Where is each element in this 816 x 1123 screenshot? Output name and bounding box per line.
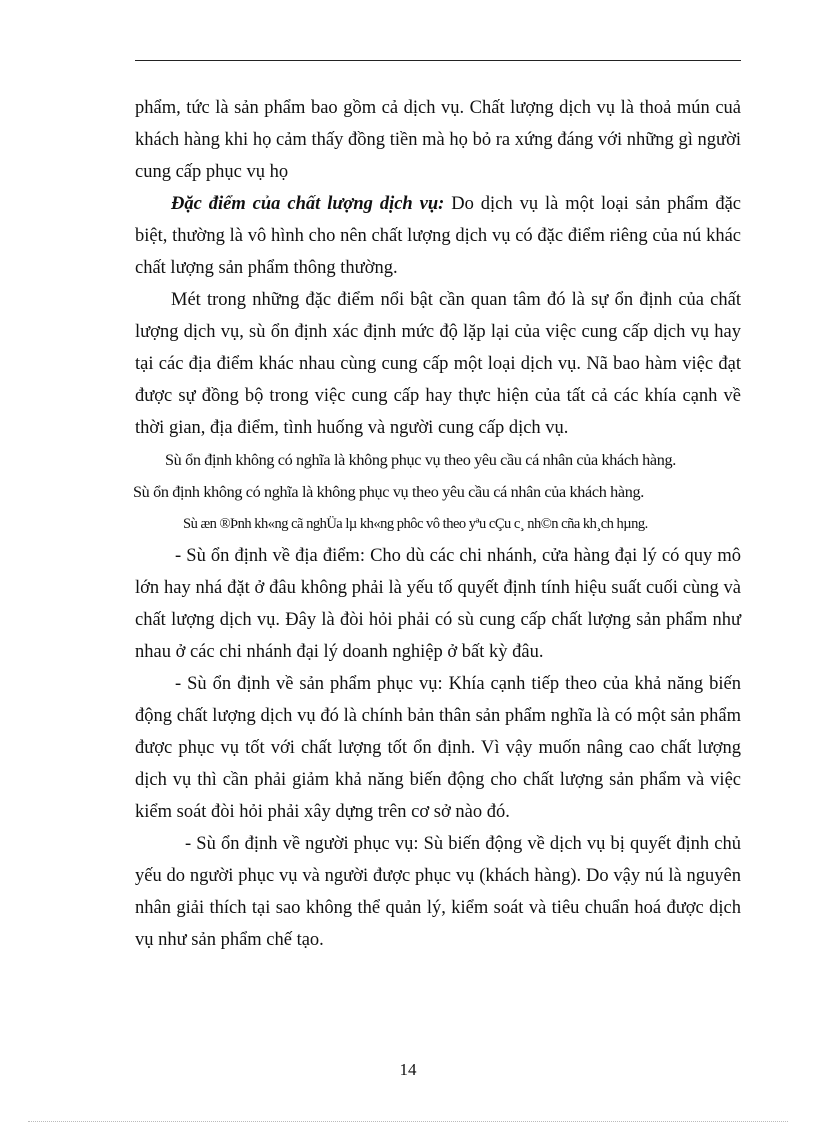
paragraph-2 <box>135 188 741 284</box>
paragraph-9: - Sù ổn định về người phục vụ: Sù biến động về dịch vụ bị quyết định chủ yếu do người phục vụ và người được phục vụ (khách hàng). Do vậy nú là nguyên nhân giải thích tại sao không thể quản lý, kiểm soát và tiêu chuẩn hoá được dịch vụ như sản phẩm chế tạo. <box>135 834 741 950</box>
page-number: 14 <box>399 1060 417 1079</box>
footer-dotted-rule <box>28 1121 788 1122</box>
header-rule <box>135 60 741 61</box>
paragraph-2-text: Do dịch vụ là một loại sản phẩm đặc biệt, thường là vô hình cho nên chất lượng dịch vụ có đặc điểm riêng của nú khác chất lượng sản phẩm thông thường. <box>135 194 741 278</box>
paragraph-8: - Sù ổn định về sản phẩm phục vụ: Khía cạnh tiếp theo của khả năng biến động chất lượng dịch vụ đó là chính bản thân sản phẩm nghĩa là có một sản phẩm được phục vụ tốt với chất lượng tốt ổn định. Vì vậy muốn nâng cao chất lượng dịch vụ thì cần phải giảm khả năng biến động cho chất lượng sản phẩm và việc kiểm soát đòi hỏi phải xây dựng trên cơ sở nào đó. <box>135 674 741 822</box>
paragraph-3: Mét trong những đặc điểm nổi bật cần quan tâm đó là sự ổn định của chất lượng dịch vụ, sù ổn định xác định mức độ lặp lại của việc cung cấp dịch vụ hay tại các địa điểm khác nhau cùng cung cấp một loại dịch vụ. Nã bao hàm việc đạt được sự đồng bộ trong việc cung cấp hay thực hiện của tất cả các khía cạnh về thời gian, địa điểm, tình huống và người cung cấp dịch vụ. <box>135 290 741 438</box>
paragraph-2-lead: Đặc điểm của chất lượng dịch vụ: <box>171 194 445 214</box>
body-text <box>135 92 741 956</box>
paragraph-4: Sù ổn định không có nghĩa là không phục vụ theo yêu cầu cá nhân của khách hàng. <box>165 451 676 469</box>
paragraph-7: - Sù ổn định về địa điểm: Cho dù các chi nhánh, cửa hàng đại lý có quy mô lớn hay nhá đặt ở đâu không phải là yếu tố quyết định tính hiệu suất cuối cùng và chất lượng dịch vụ. Đây là đòi hỏi phải có sù cung cấp chất lượng sản phẩm như nhau ở các chi nhánh đại lý doanh nghiệp ở bất kỳ đâu. <box>135 546 741 662</box>
paragraph-1: phẩm, tức là sản phẩm bao gồm cả dịch vụ. Chất lượng dịch vụ là thoả mún cuả khách hàng khi họ cảm thấy đồng tiền mà họ bỏ ra xứng đáng với những gì người cung cấp phục vụ họ <box>135 98 741 182</box>
paragraph-5: Sù ổn định không có nghĩa là không phục vụ theo yêu cầu cá nhân của khách hàng. <box>133 483 644 501</box>
paragraph-6: Sù æn ®Þnh kh«ng cã nghÜa lµ kh«ng phôc vô theo yªu cÇu c¸ nh©n cña kh¸ch hµng. <box>183 516 648 532</box>
